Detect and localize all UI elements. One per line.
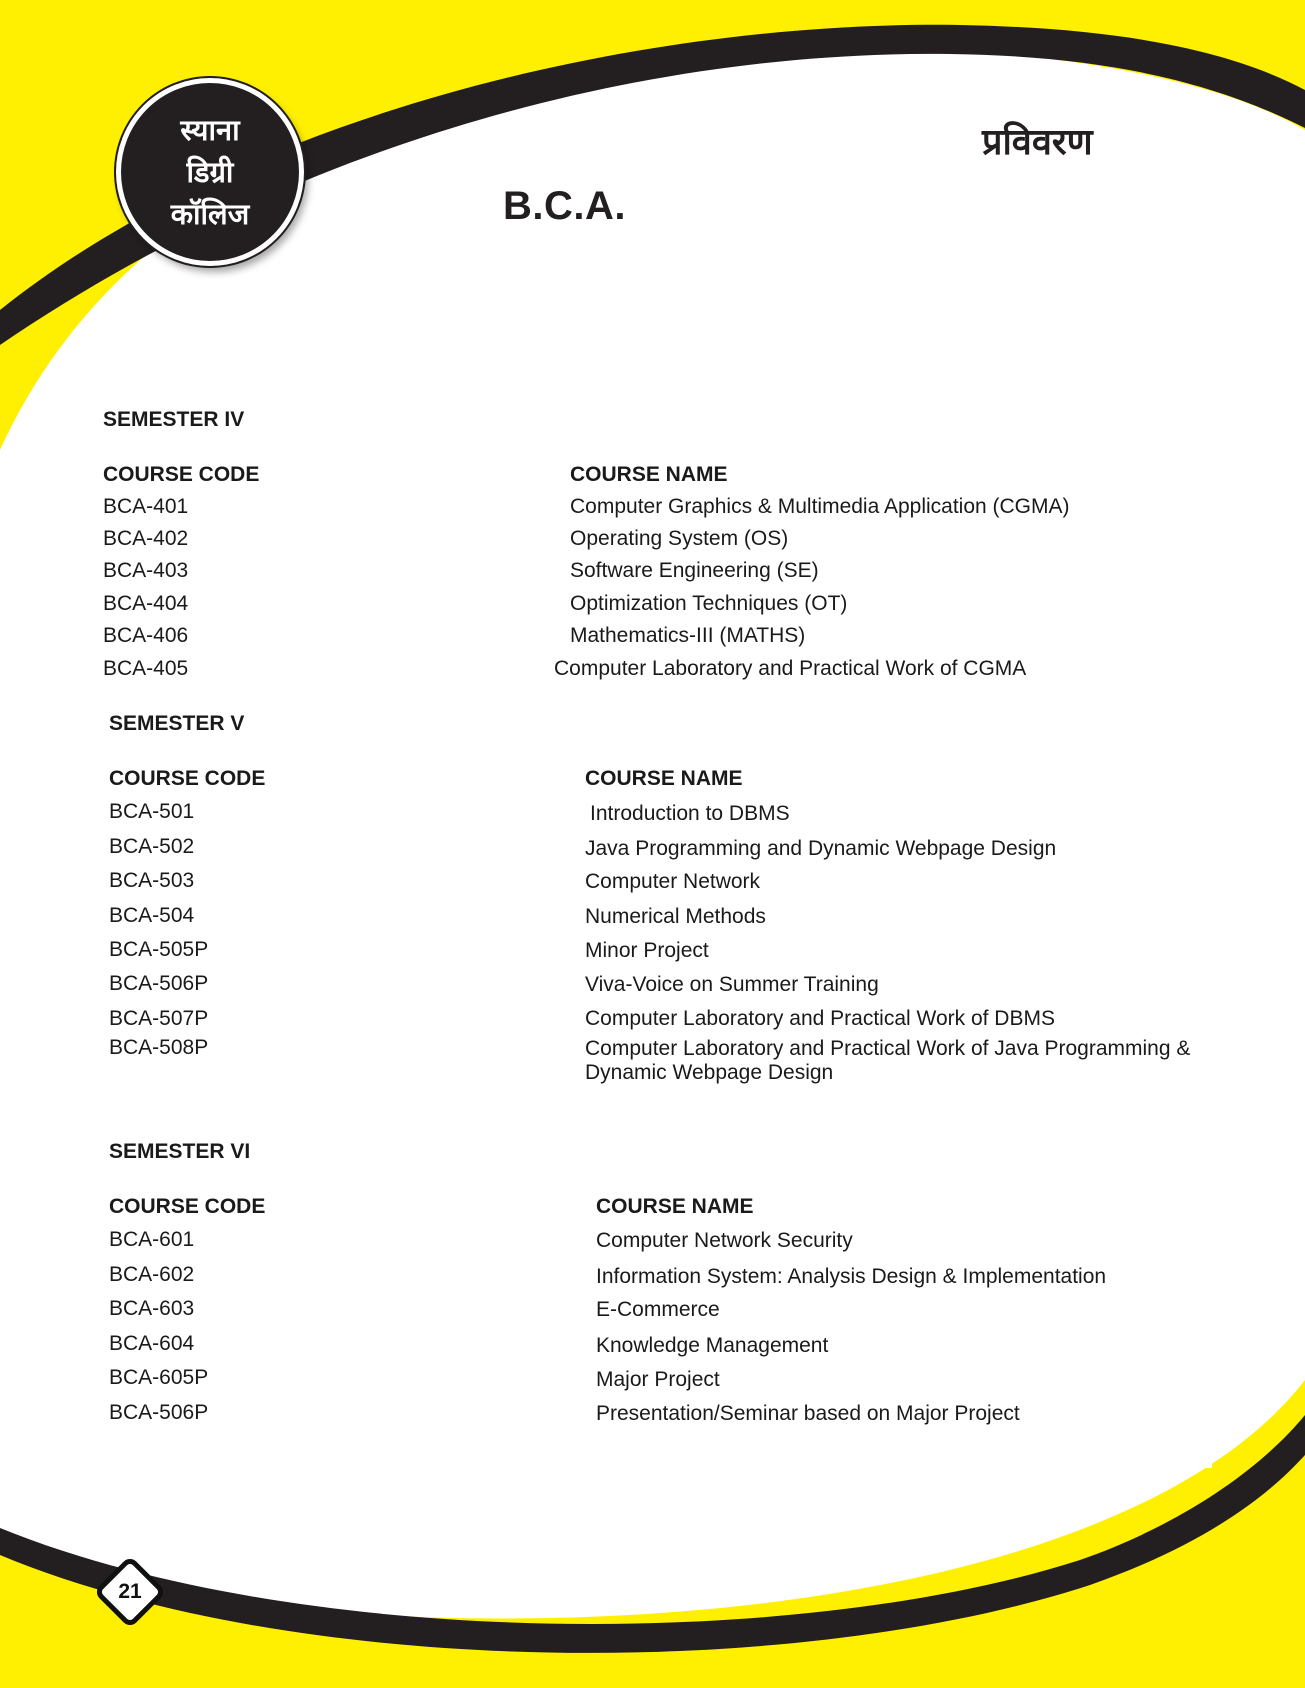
course-name: Knowledge Management — [596, 1334, 829, 1357]
course-name: Introduction to DBMS — [590, 802, 790, 825]
course-name: Computer Laboratory and Practical Work of Java Programming & Dynamic Webpage Design — [585, 1037, 1191, 1084]
course-name: Operating System (OS) — [570, 527, 789, 550]
course-code: BCA-507P — [109, 1007, 209, 1030]
course-name: Computer Graphics & Multimedia Application (CGMA) — [570, 495, 1070, 518]
logo-line-1: स्याना — [180, 113, 240, 147]
course-name: Computer Network — [585, 870, 761, 893]
course-code: BCA-602 — [109, 1263, 195, 1286]
course-code: BCA-403 — [103, 559, 189, 582]
course-code: BCA-406 — [103, 624, 189, 647]
course-name: Information System: Analysis Design & Implementation — [596, 1265, 1107, 1288]
course-name: Software Engineering (SE) — [570, 559, 819, 582]
course-name: Computer Laboratory and Practical Work of CGMA — [554, 657, 1027, 680]
course-code: BCA-605P — [109, 1366, 209, 1389]
course-name: Numerical Methods — [585, 905, 766, 928]
logo-line-3: कॉलिज — [170, 197, 250, 231]
course-name: Computer Laboratory and Practical Work of DBMS — [585, 1007, 1055, 1030]
course-name: Viva-Voice on Summer Training — [585, 973, 879, 996]
course-code: BCA-505P — [109, 938, 209, 961]
course-name: Minor Project — [585, 939, 709, 962]
course-code: BCA-503 — [109, 869, 195, 892]
prospectus-title: प्रविवरण — [982, 122, 1093, 163]
course-code-header: COURSE CODE — [109, 1195, 266, 1218]
course-code-header: COURSE CODE — [103, 463, 260, 486]
college-logo — [116, 78, 304, 266]
course-name-header: COURSE NAME — [585, 767, 743, 790]
semester-heading: SEMESTER IV — [103, 408, 245, 431]
logo-line-2: डिग्री — [186, 155, 234, 189]
course-code: BCA-405 — [103, 657, 189, 680]
course-code: BCA-402 — [103, 527, 189, 550]
course-name-header: COURSE NAME — [570, 463, 728, 486]
course-name: E-Commerce — [596, 1298, 720, 1321]
course-code: BCA-604 — [109, 1332, 195, 1355]
course-code-header: COURSE CODE — [109, 767, 266, 790]
semester-heading: SEMESTER VI — [109, 1140, 251, 1163]
course-name-header: COURSE NAME — [596, 1195, 754, 1218]
course-code: BCA-504 — [109, 904, 195, 927]
semester-heading: SEMESTER V — [109, 712, 245, 735]
course-code: BCA-401 — [103, 495, 189, 518]
course-name: Presentation/Seminar based on Major Project — [596, 1402, 1020, 1425]
course-code: BCA-508P — [109, 1036, 209, 1059]
course-name: Computer Network Security — [596, 1229, 853, 1252]
page-title: B.C.A. — [503, 184, 626, 228]
page-number: 21 — [118, 1580, 142, 1603]
course-code: BCA-506P — [109, 972, 209, 995]
course-code: BCA-506P — [109, 1401, 209, 1424]
course-name: Optimization Techniques (OT) — [570, 592, 848, 615]
course-code: BCA-601 — [109, 1228, 195, 1251]
course-code: BCA-404 — [103, 592, 189, 615]
course-code: BCA-501 — [109, 800, 195, 823]
course-code: BCA-502 — [109, 835, 195, 858]
course-code: BCA-603 — [109, 1297, 195, 1320]
course-name: Major Project — [596, 1368, 720, 1391]
course-name: Java Programming and Dynamic Webpage Design — [585, 837, 1057, 860]
course-name: Mathematics-III (MATHS) — [570, 624, 806, 647]
